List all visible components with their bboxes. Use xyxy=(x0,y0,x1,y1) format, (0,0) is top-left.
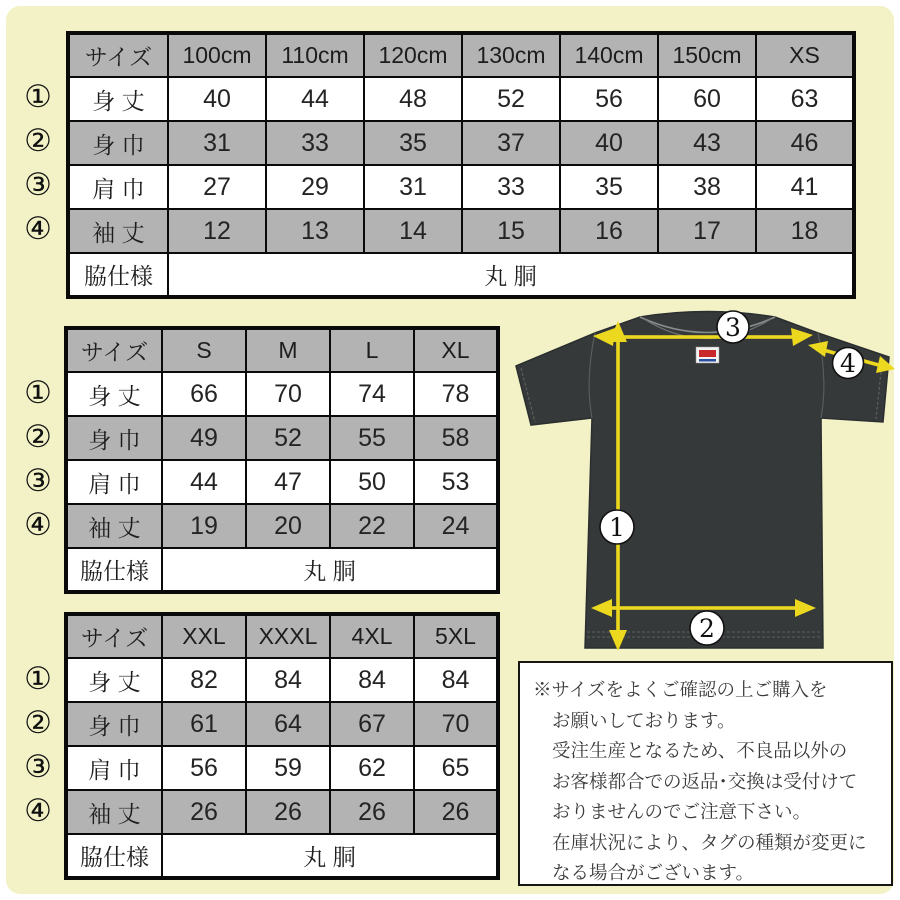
measurement-value: 44 xyxy=(162,460,246,504)
measurement-value: 84 xyxy=(246,658,330,702)
measurement-label: 身 丈 xyxy=(66,658,162,702)
measurement-value: 12 xyxy=(168,209,266,253)
circled-number-1: ① xyxy=(24,661,52,697)
measurement-value: 60 xyxy=(658,77,756,121)
size-column-header: 110cm xyxy=(266,33,364,77)
measurement-value: 78 xyxy=(414,372,498,416)
size-column-header: M xyxy=(246,328,330,372)
measurement-value: 52 xyxy=(462,77,560,121)
size-column-header: 100cm xyxy=(168,33,266,77)
measurement-value: 33 xyxy=(462,165,560,209)
measurement-value: 50 xyxy=(330,460,414,504)
size-column-header: 5XL xyxy=(414,614,498,658)
measurement-value: 84 xyxy=(330,658,414,702)
note-line: お願いしております。 xyxy=(552,709,736,731)
marker-1 xyxy=(600,510,634,544)
measurement-label: 袖 丈 xyxy=(66,504,162,548)
size-column-header: XS xyxy=(756,33,854,77)
measurement-row xyxy=(66,416,498,460)
measurement-value: 70 xyxy=(414,702,498,746)
circled-number-2: ② xyxy=(24,419,52,455)
note-line: ※サイズをよくご確認の上ご購入を xyxy=(533,679,828,700)
measurement-value: 16 xyxy=(560,209,658,253)
measurement-value: 48 xyxy=(364,77,462,121)
circled-number-3: ③ xyxy=(24,749,52,785)
measurement-value: 26 xyxy=(246,790,330,834)
size-column-header: S xyxy=(162,328,246,372)
side-spec-value: 丸 胴 xyxy=(162,834,498,878)
measurement-label: 身 丈 xyxy=(68,77,168,121)
measurement-value: 14 xyxy=(364,209,462,253)
measurement-value: 18 xyxy=(756,209,854,253)
size-header-label: サイズ xyxy=(66,614,162,658)
measurement-value: 56 xyxy=(162,746,246,790)
measurement-value: 61 xyxy=(162,702,246,746)
marker-2 xyxy=(690,611,724,645)
measurement-label: 身 巾 xyxy=(66,702,162,746)
measurement-row xyxy=(68,77,854,121)
adult-size-table xyxy=(64,326,500,594)
measurement-value: 66 xyxy=(162,372,246,416)
measurement-value: 19 xyxy=(162,504,246,548)
measurement-label: 肩 巾 xyxy=(68,165,168,209)
size-column-header: L xyxy=(330,328,414,372)
measurement-value: 26 xyxy=(414,790,498,834)
measurement-value: 35 xyxy=(560,165,658,209)
note-line: なる場合がございます。 xyxy=(552,862,755,883)
measurement-value: 56 xyxy=(560,77,658,121)
note-line: 在庫状況により、タグの種類が変更に xyxy=(552,831,867,853)
size-column-header: 4XL xyxy=(330,614,414,658)
circled-number-4: ④ xyxy=(24,211,52,247)
measurement-value: 70 xyxy=(246,372,330,416)
kids-size-table xyxy=(66,31,856,299)
marker-4 xyxy=(833,348,864,379)
measurement-label: 身 丈 xyxy=(66,372,162,416)
measurement-value: 53 xyxy=(414,460,498,504)
measurement-value: 55 xyxy=(330,416,414,460)
measurement-value: 26 xyxy=(162,790,246,834)
purchase-note-box xyxy=(518,661,893,886)
measurement-value: 38 xyxy=(658,165,756,209)
measurement-value: 67 xyxy=(330,702,414,746)
circled-number-4: ④ xyxy=(24,507,52,543)
measurement-value: 43 xyxy=(658,121,756,165)
measurement-row xyxy=(68,121,854,165)
neck-tag xyxy=(696,347,719,363)
circled-number-1: ① xyxy=(24,79,52,115)
circled-number-2: ② xyxy=(24,705,52,741)
measurement-value: 49 xyxy=(162,416,246,460)
size-column-header: 140cm xyxy=(560,33,658,77)
tshirt-measurement-diagram xyxy=(505,300,900,660)
measurement-value: 17 xyxy=(658,209,756,253)
circled-number-3: ③ xyxy=(24,463,52,499)
measurement-value: 27 xyxy=(168,165,266,209)
circled-number-1: ① xyxy=(24,375,52,411)
measurement-value: 33 xyxy=(266,121,364,165)
side-spec-label: 脇仕様 xyxy=(66,834,162,878)
svg-text:2: 2 xyxy=(699,614,715,643)
measurement-label: 袖 丈 xyxy=(66,790,162,834)
measurement-value: 44 xyxy=(266,77,364,121)
measurement-value: 74 xyxy=(330,372,414,416)
measurement-value: 26 xyxy=(330,790,414,834)
measurement-row xyxy=(66,746,498,790)
size-column-header: XL xyxy=(414,328,498,372)
measurement-label: 身 巾 xyxy=(66,416,162,460)
measurement-value: 15 xyxy=(462,209,560,253)
side-spec-label: 脇仕様 xyxy=(66,548,162,592)
measurement-value: 31 xyxy=(364,165,462,209)
measurement-value: 40 xyxy=(560,121,658,165)
measurement-value: 65 xyxy=(414,746,498,790)
measurement-row xyxy=(66,658,498,702)
measurement-label: 身 巾 xyxy=(68,121,168,165)
measurement-value: 82 xyxy=(162,658,246,702)
size-header-label: サイズ xyxy=(68,33,168,77)
size-header-label: サイズ xyxy=(66,328,162,372)
side-spec-value: 丸 胴 xyxy=(168,253,854,297)
size-column-header: 130cm xyxy=(462,33,560,77)
measurement-row xyxy=(68,165,854,209)
measurement-value: 20 xyxy=(246,504,330,548)
measurement-value: 47 xyxy=(246,460,330,504)
side-spec-value: 丸 胴 xyxy=(162,548,498,592)
svg-text:1: 1 xyxy=(609,513,625,542)
measurement-label: 肩 巾 xyxy=(66,746,162,790)
note-line: お客様都合での返品･交換は受付けて xyxy=(552,770,858,792)
measurement-value: 46 xyxy=(756,121,854,165)
measurement-value: 13 xyxy=(266,209,364,253)
measurement-label: 肩 巾 xyxy=(66,460,162,504)
side-spec-label: 脇仕様 xyxy=(68,253,168,297)
measurement-row xyxy=(66,702,498,746)
measurement-label: 袖 丈 xyxy=(68,209,168,253)
measurement-value: 84 xyxy=(414,658,498,702)
measurement-value: 59 xyxy=(246,746,330,790)
measurement-row xyxy=(68,209,854,253)
measurement-value: 31 xyxy=(168,121,266,165)
note-line: 受注生産となるため、不良品以外の xyxy=(552,740,848,761)
circled-number-2: ② xyxy=(24,123,52,159)
measurement-value: 24 xyxy=(414,504,498,548)
measurement-row xyxy=(66,372,498,416)
measurement-value: 64 xyxy=(246,702,330,746)
measurement-value: 62 xyxy=(330,746,414,790)
measurement-row xyxy=(66,460,498,504)
svg-text:4: 4 xyxy=(840,349,856,378)
size-column-header: XXXL xyxy=(246,614,330,658)
measurement-value: 41 xyxy=(756,165,854,209)
marker-3 xyxy=(717,311,749,343)
measurement-value: 29 xyxy=(266,165,364,209)
measurement-value: 63 xyxy=(756,77,854,121)
circled-number-3: ③ xyxy=(24,167,52,203)
measurement-row xyxy=(66,504,498,548)
circled-number-4: ④ xyxy=(24,793,52,829)
note-line: おりませんのでご注意下さい。 xyxy=(552,801,812,822)
measurement-row xyxy=(66,790,498,834)
size-column-header: 150cm xyxy=(658,33,756,77)
measurement-value: 35 xyxy=(364,121,462,165)
big-size-table xyxy=(64,612,500,880)
measurement-value: 52 xyxy=(246,416,330,460)
measurement-value: 58 xyxy=(414,416,498,460)
measurement-value: 40 xyxy=(168,77,266,121)
size-column-header: XXL xyxy=(162,614,246,658)
size-column-header: 120cm xyxy=(364,33,462,77)
measurement-value: 22 xyxy=(330,504,414,548)
measurement-value: 37 xyxy=(462,121,560,165)
svg-text:3: 3 xyxy=(725,313,741,342)
